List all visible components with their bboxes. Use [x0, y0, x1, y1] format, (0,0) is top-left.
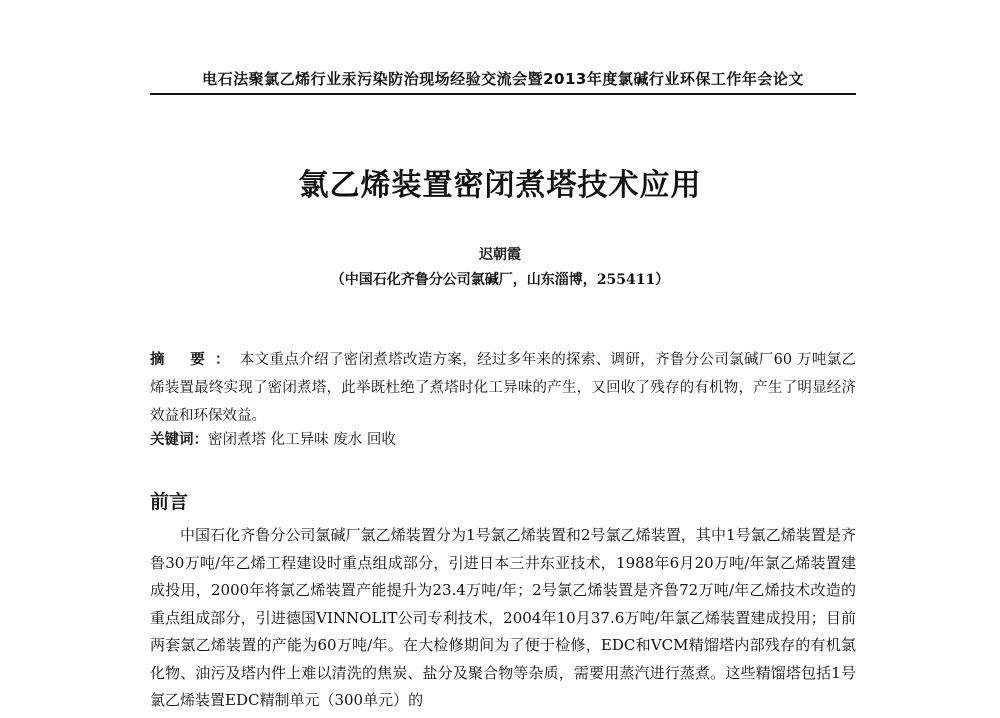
abstract-label: 摘 要： — [150, 351, 240, 368]
keywords-label: 关键词： — [150, 431, 208, 448]
abstract-text: 本文重点介绍了密闭煮塔改造方案，经过多年来的探索、调研，齐鲁分公司氯碱厂60 万吨氯乙烯装置最终实现了密闭煮塔，此举既杜绝了煮塔时化工异味的产生，又回收了残存的有机物，产生了明显经济效益和环保效益。 — [150, 352, 856, 424]
section-heading: 前言 — [150, 491, 189, 513]
running-header: 电石法聚氯乙烯行业汞污染防治现场经验交流会暨2013年度氯碱行业环保工作年会论文 — [202, 70, 804, 88]
paper-title: 氯乙烯装置密闭煮塔技术应用 — [298, 168, 702, 203]
body-paragraph: 中国石化齐鲁分公司氯碱厂氯乙烯装置分为1号氯乙烯装置和2号氯乙烯装置，其中1号氯乙烯装置是齐鲁30万吨/年乙烯工程建设时重点组成部分，引进日本三井东亚技术，1988年6月20万吨/年氯乙烯装置建成投用，2000年将氯乙烯装置产能提升为23.4万吨/年；2号氯乙烯装置是齐鲁72万吨/年乙烯技术改造的重点组成部分，引进德国VINNOLIT公司专利技术，2004年10月37.6万吨/年氯乙烯装置建成投用；目前两套氯乙烯装置的产能为60万吨/年。在大检修期间为了便于检修，EDC和VCM精馏塔内部残存的有机氯化物、油污及塔内件上难以清洗的焦炭、盐分及聚合物等杂质，需要用蒸汽进行蒸煮。这些精馏塔包括1号氯乙烯装置EDC精制单元（300单元）的 — [150, 526, 856, 709]
author-name: 迟朝霞 — [479, 247, 521, 263]
abstract — [150, 346, 856, 430]
header-divider — [150, 93, 856, 95]
keywords-text: 密闭煮塔 化工异味 废水 回收 — [208, 432, 396, 448]
author-affiliation: （中国石化齐鲁分公司氯碱厂，山东淄博，255411） — [330, 272, 670, 288]
keywords — [150, 428, 856, 452]
